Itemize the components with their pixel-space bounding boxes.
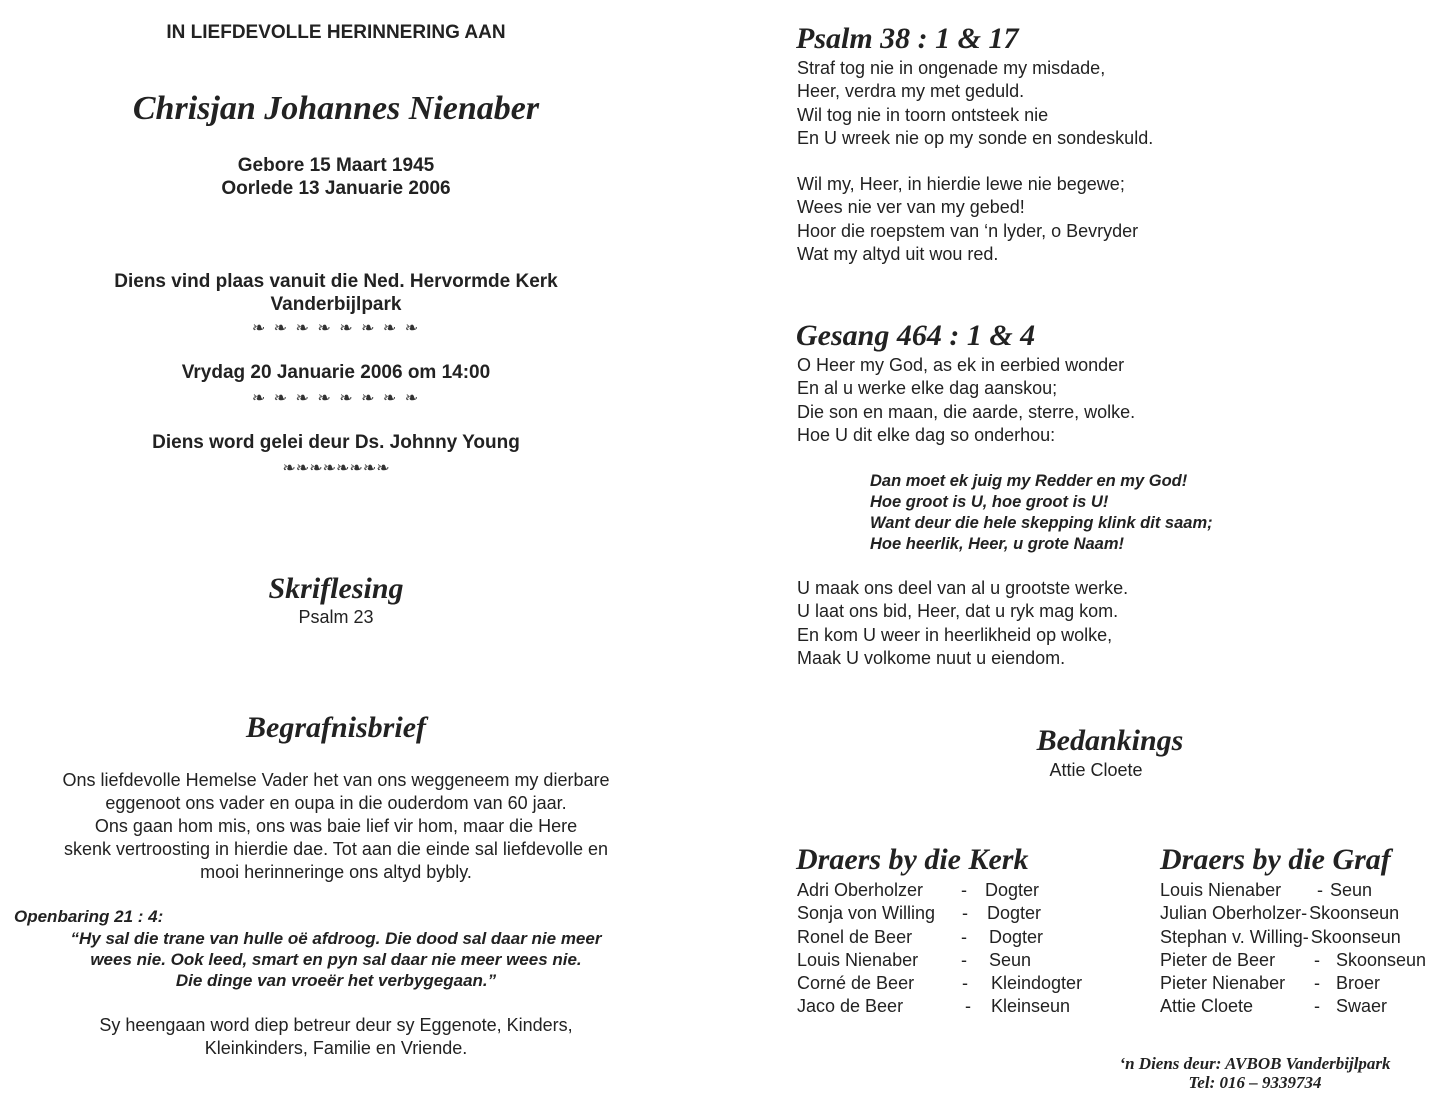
chorus-line: Dan moet ek juig my Redder en my God! — [870, 472, 1188, 490]
service-date: Vrydag 20 Januarie 2006 om 14:00 — [181, 362, 491, 383]
funeral-home-credit — [1060, 1054, 1450, 1092]
list-item: Attie Cloete - Swaer — [1160, 996, 1388, 1017]
list-item: Stephan v. Willing- Skoonseun — [1160, 926, 1401, 947]
letter-line: mooi herinneringe ons altyd bybly. — [200, 862, 472, 882]
letter-line: eggenoot ons vader en oupa in die ouderdom van 60 jaar. — [105, 793, 567, 813]
list-item: Jaco de Beer - Kleinseun — [797, 996, 1071, 1017]
ornament-divider-1: ❧ ❧ ❧ ❧ ❧ ❧ ❧ ❧ — [251, 320, 421, 337]
grave-bearers-title: Draers by die Graf — [1160, 843, 1391, 876]
gesang-stanza-1 — [797, 354, 1135, 448]
gesang-chorus — [870, 471, 1213, 555]
psalm-line: Wil my, Heer, in hierdie lewe nie begewe; — [797, 174, 1125, 194]
psalm-line: Wil tog nie in toorn ontsteek nie — [797, 104, 1049, 125]
psalm-stanza-2 — [797, 173, 1138, 267]
death-date: Oorlede 13 Januarie 2006 — [221, 178, 451, 199]
mourning-line: Kleinkinders, Familie en Vriende. — [204, 1038, 468, 1058]
psalm-line: Straf tog nie in ongenade my misdade, — [797, 58, 1106, 78]
mourning-line: Sy heengaan word diep betreur deur sy Eggenote, Kinders, — [99, 1015, 573, 1035]
church-bearers-list — [797, 879, 1082, 1019]
psalm-line: Wees nie ver van my gebed! — [797, 197, 1025, 218]
service-leader: Diens word gelei deur Ds. Johnny Young — [152, 432, 520, 453]
chorus-line: Hoe heerlik, Heer, u grote Naam! — [870, 535, 1125, 553]
funeral-home-phone: Tel: 016 – 9339734 — [1188, 1073, 1322, 1092]
list-item: Pieter de Beer - Skoonseun — [1160, 949, 1427, 970]
list-item: Sonja von Willing - Dogter — [797, 903, 1042, 924]
service-place-town: Vanderbijlpark — [270, 294, 402, 315]
gesang-line: En kom U weer in heerlikheid op wolke, — [797, 624, 1113, 645]
thanks-name: Attie Cloete — [1049, 760, 1143, 780]
funeral-home-name: ‘n Diens deur: AVBOB Vanderbijlpark — [1119, 1054, 1391, 1073]
grave-bearers-list — [1160, 879, 1426, 1019]
psalm-line: Hoor die roepstem van ‘n lyder, o Bevryder — [797, 220, 1139, 241]
life-dates — [0, 154, 672, 200]
list-item: Adri Oberholzer - Dogter — [797, 880, 1040, 900]
memorial-header: IN LIEFDEVOLLE HERINNERING AAN — [166, 22, 506, 43]
chorus-line: Hoe groot is U, hoe groot is U! — [870, 493, 1109, 511]
gesang-line: Die son en maan, die aarde, sterre, wolke. — [797, 401, 1136, 422]
deceased-name: Chrisjan Johannes Nienaber — [132, 90, 540, 127]
scripture-reference: Psalm 23 — [298, 607, 374, 627]
letter-line: Ons gaan hom mis, ons was baie lief vir hom, maar die Here — [94, 816, 578, 836]
service-place-church: Diens vind plaas vanuit die Ned. Hervormde Kerk — [114, 271, 558, 292]
list-item: Pieter Nienaber - Broer — [1160, 973, 1381, 994]
scripture-title: Skriflesing — [268, 572, 404, 605]
gesang-title: Gesang 464 : 1 & 4 — [796, 319, 1036, 352]
letter-line: skenk vertroosting in hierdie dae. Tot aan die einde sal liefdevolle en — [63, 839, 609, 859]
verse-reference: Openbaring 21 : 4: — [14, 907, 164, 926]
psalm-title: Psalm 38 : 1 & 17 — [796, 22, 1019, 55]
list-item: Julian Oberholzer- Skoonseun — [1160, 903, 1400, 924]
gesang-stanza-2 — [797, 577, 1128, 671]
thanks-title: Bedankings — [1036, 724, 1184, 757]
church-bearers-title: Draers by die Kerk — [796, 843, 1029, 876]
gesang-line: O Heer my God, as ek in eerbied wonder — [797, 355, 1125, 375]
letter-line: Ons liefdevolle Hemelse Vader het van ons weggeneem my dierbare — [62, 770, 610, 790]
list-item: Louis Nienaber - Seun — [797, 949, 1032, 970]
list-item: Ronel de Beer - Dogter — [797, 926, 1044, 947]
psalm-line: En U wreek nie op my sonde en sondeskuld. — [797, 128, 1154, 149]
verse-text — [0, 928, 672, 991]
service-place — [0, 270, 672, 316]
letter-title: Begrafnisbrief — [246, 711, 426, 744]
funeral-letter — [0, 769, 672, 884]
list-item: Louis Nienaber - Seun — [1160, 880, 1373, 900]
birth-date: Gebore 15 Maart 1945 — [237, 155, 435, 176]
gesang-line: U laat ons bid, Heer, dat u ryk mag kom. — [797, 601, 1119, 622]
psalm-stanza-1 — [797, 57, 1153, 151]
verse-line: Die dinge van vroeër het verbygegaan.” — [175, 971, 497, 990]
gesang-line: Hoe U dit elke dag so onderhou: — [797, 425, 1056, 446]
gesang-line: U maak ons deel van al u grootste werke. — [797, 578, 1129, 598]
gesang-line: En al u werke elke dag aanskou; — [797, 378, 1058, 399]
psalm-line: Heer, verdra my met geduld. — [797, 81, 1025, 102]
verse-line: “Hy sal die trane van hulle oë afdroog. Die dood sal daar nie meer — [70, 929, 602, 948]
list-item: Corné de Beer - Kleindogter — [797, 973, 1083, 994]
chorus-line: Want deur die hele skepping klink dit saam; — [870, 514, 1213, 532]
mourning-note — [0, 1014, 672, 1060]
verse-line: wees nie. Ook leed, smart en pyn sal daar nie meer wees nie. — [90, 950, 582, 969]
gesang-line: Maak U volkome nuut u eiendom. — [797, 648, 1066, 669]
ornament-divider-3: ❧❧❧❧❧❧❧❧ — [282, 460, 390, 477]
ornament-divider-2: ❧ ❧ ❧ ❧ ❧ ❧ ❧ ❧ — [251, 390, 421, 407]
psalm-line: Wat my altyd uit wou red. — [797, 244, 999, 265]
